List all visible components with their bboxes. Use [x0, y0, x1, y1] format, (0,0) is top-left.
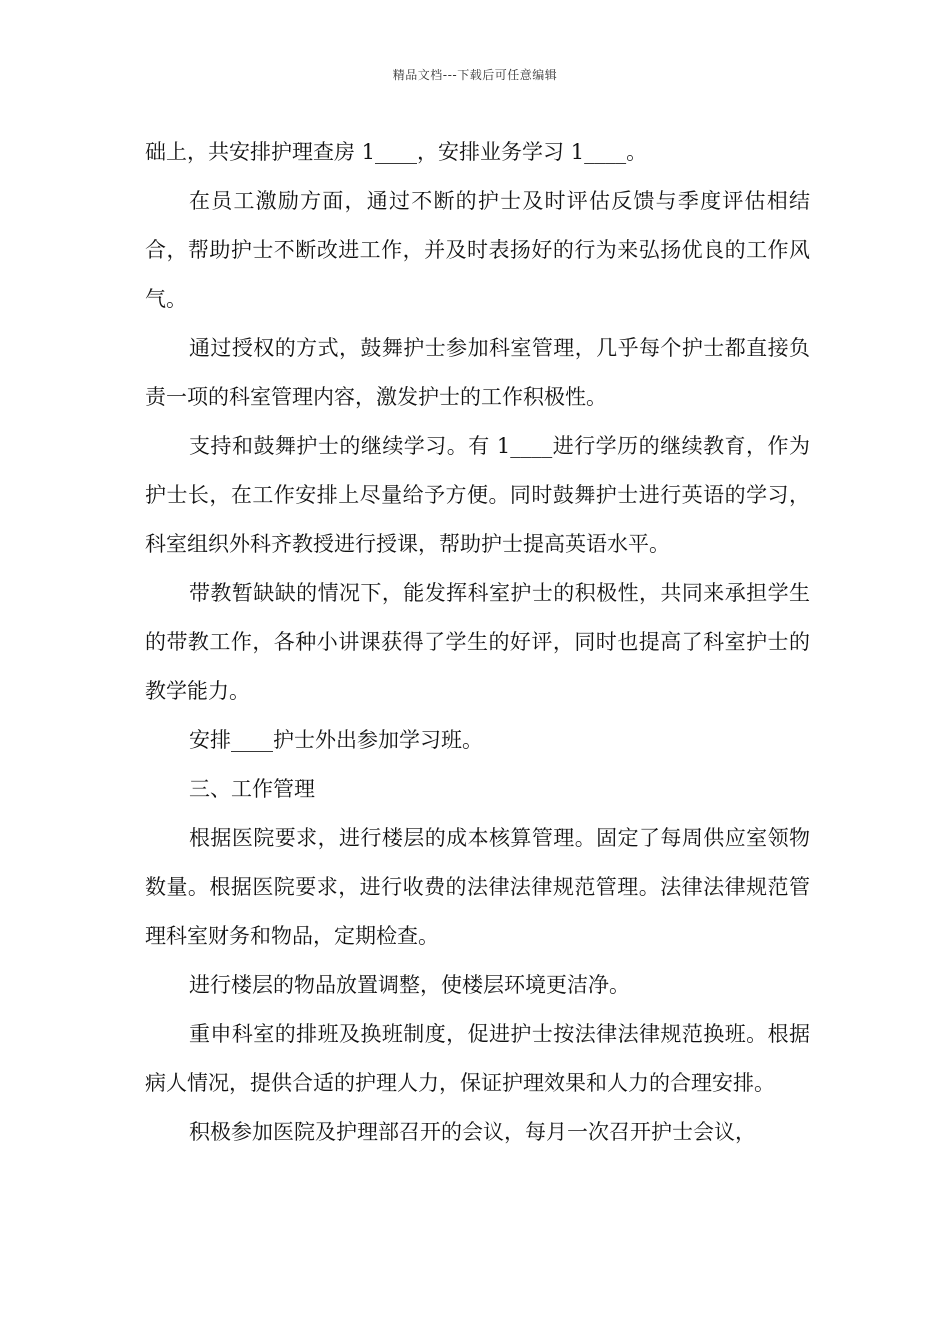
- section-heading: 三、工作管理: [189, 777, 315, 801]
- paragraph-7: 根据医院要求，进行楼层的成本核算管理。固定了每周供应室领物数量。根据医院要求，进行收费的法律法律规范管理。法律法律规范管理科室财务和物品，定期检查。: [145, 826, 810, 948]
- page-header: 精品文档---下载后可任意编辑: [392, 68, 558, 82]
- paragraph-6: 安排____护士外出参加学习班。: [189, 728, 483, 752]
- document-body: [145, 128, 810, 1157]
- paragraph-1: 础上，共安排护理查房 1____，安排业务学习 1____。: [145, 140, 648, 164]
- paragraph-3: 通过授权的方式，鼓舞护士参加科室管理，几乎每个护士都直接负责一项的科室管理内容，激发护士的工作积极性。: [145, 336, 810, 409]
- paragraph-9: 重申科室的排班及换班制度，促进护士按法律法律规范换班。根据病人情况，提供合适的护理人力，保证护理效果和人力的合理安排。: [145, 1022, 810, 1095]
- paragraph-2: 在员工激励方面，通过不断的护士及时评估反馈与季度评估相结合，帮助护士不断改进工作，并及时表扬好的行为来弘扬优良的工作风气。: [145, 189, 810, 311]
- paragraph-4: 支持和鼓舞护士的继续学习。有 1____进行学历的继续教育，作为护士长，在工作安排上尽量给予方便。同时鼓舞护士进行英语的学习，科室组织外科齐教授进行授课，帮助护士提高英语水平。: [145, 434, 810, 556]
- paragraph-8: 进行楼层的物品放置调整，使楼层环境更洁净。: [189, 973, 630, 997]
- paragraph-5: 带教暂缺缺的情况下，能发挥科室护士的积极性，共同来承担学生的带教工作，各种小讲课获得了学生的好评，同时也提高了科室护士的教学能力。: [145, 581, 810, 703]
- paragraph-10: 积极参加医院及护理部召开的会议，每月一次召开护士会议，: [189, 1120, 756, 1144]
